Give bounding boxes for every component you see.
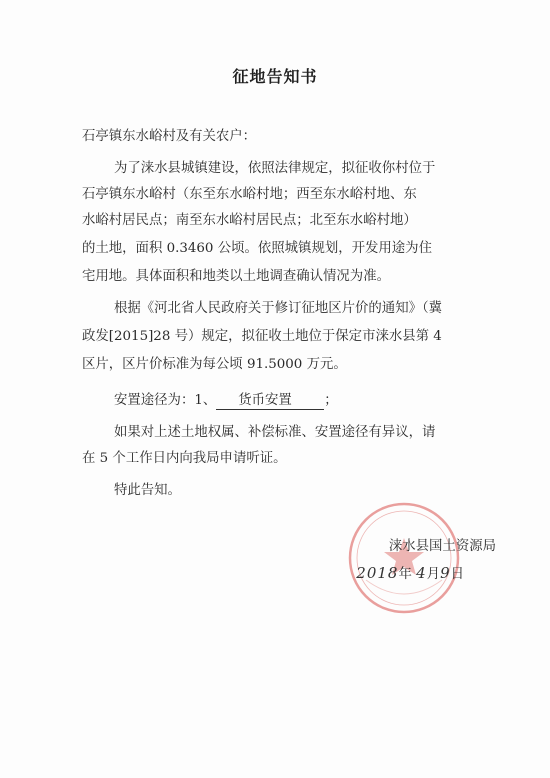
- date-day: 9: [440, 564, 451, 582]
- official-seal-icon: [346, 500, 462, 616]
- paragraph-1-line-4: 的土地，面积 0.3460 公顷。依照城镇规划，开发用途为住: [82, 241, 432, 256]
- paragraph-2-line-2: 政发[2015]28 号）规定，拟征收土地位于保定市涞水县第 4: [82, 329, 442, 344]
- closing-text: 特此告知。: [114, 483, 181, 498]
- paragraph-2-line-1: 根据《河北省人民政府关于修订征地区片价的通知》（冀: [114, 301, 443, 316]
- date-day-unit: 日: [450, 567, 464, 582]
- paragraph-2-line-3: 区片，区片价标准为每公顷 91.5000 万元。: [82, 357, 347, 372]
- date-year: 2018: [356, 564, 399, 582]
- document-title: 征地告知书: [232, 67, 318, 86]
- resettlement-prefix: 安置途径为：1、: [114, 393, 217, 408]
- resettlement-method: 货币安置: [216, 393, 324, 410]
- addressee: 石亭镇东水峪村及有关农户：: [82, 129, 257, 144]
- date-month: 4: [416, 564, 427, 582]
- paragraph-1-line-3: 水峪村居民点；南至东水峪村居民点；北至东水峪村地）: [82, 213, 417, 228]
- date-year-unit: 年: [398, 567, 412, 582]
- paragraph-1-line-2: 石亭镇东水峪村（东至东水峪村地；西至东水峪村地、东: [82, 187, 417, 202]
- signer-organization: 涞水县国土资源局: [388, 539, 496, 554]
- paragraph-4-line-2: 在 5 个工作日内向我局申请听证。: [82, 451, 287, 466]
- date-month-unit: 月: [426, 567, 441, 582]
- resettlement-line: [114, 392, 338, 410]
- issue-date: [356, 564, 464, 584]
- paragraph-4-line-1: 如果对上述土地权属、补偿标准、安置途径有异议，请: [114, 425, 436, 440]
- resettlement-suffix: ；: [324, 393, 338, 408]
- paragraph-1-line-5: 宅用地。具体面积和地类以土地调查确认情况为准。: [82, 269, 390, 284]
- paragraph-1-line-1: 为了涞水县城镇建设，依照法律规定，拟征收你村位于: [114, 161, 436, 176]
